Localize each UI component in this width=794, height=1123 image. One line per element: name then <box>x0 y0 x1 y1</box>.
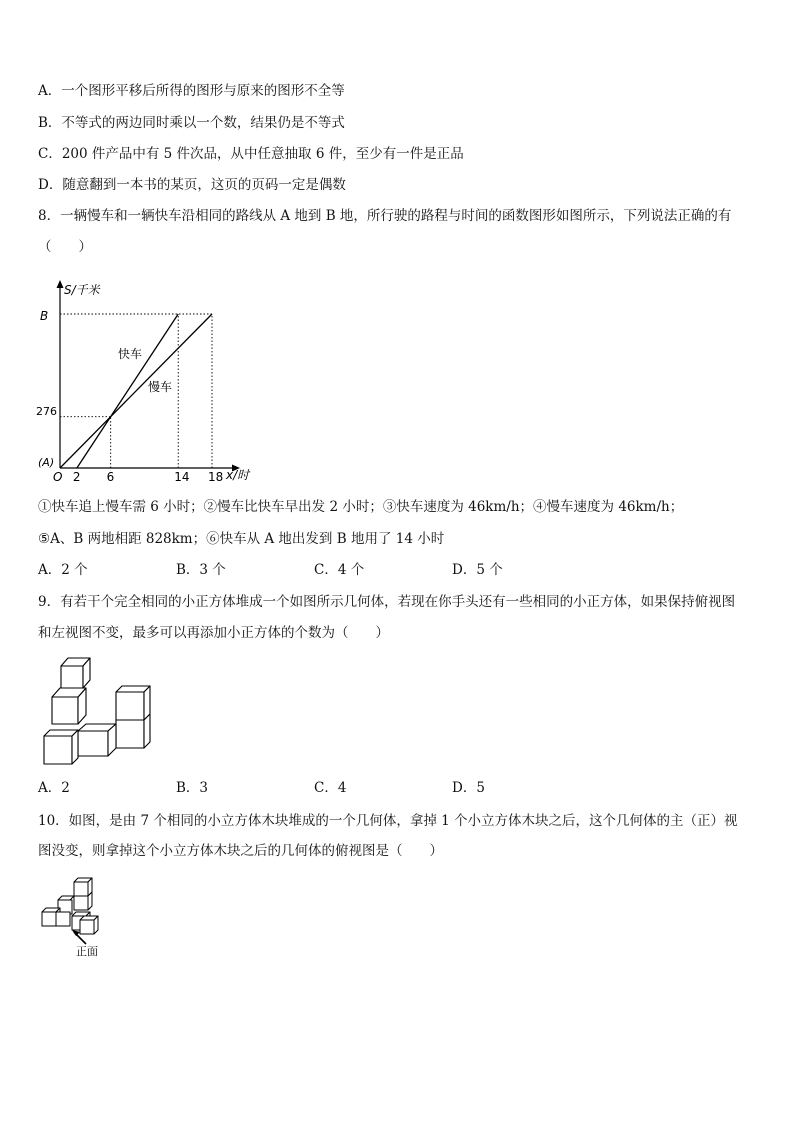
q8-statements-1: ①快车追上慢车需 6 小时；②慢车比快车早出发 2 小时；③快车速度为 46km/h；④慢车速度为 46km/h； <box>38 499 684 515</box>
cube <box>52 688 86 724</box>
q9-option-c: C．4 <box>314 780 347 796</box>
x-tick-6: 6 <box>106 470 115 484</box>
q8-option-a: A．2 个 <box>38 562 88 578</box>
chart-series <box>60 314 212 468</box>
q9-option-b: B．3 <box>176 780 209 796</box>
origin-label: O <box>53 470 63 484</box>
q7-option-c: C．200 件产品中有 5 件次品，从中任意抽取 6 件，至少有一件是正品 <box>38 146 464 162</box>
x-tick-2: 2 <box>72 470 81 484</box>
cube <box>61 658 90 688</box>
q10-stem-2: 图没变，则拿掉这个小立方体木块之后的几何体的俯视图是（ ） <box>38 843 443 859</box>
x-tick-14: 14 <box>174 470 190 484</box>
y-label-276: 276 <box>36 405 57 418</box>
front-arrow-head <box>72 930 80 936</box>
slow-car-label: 慢车 <box>148 380 173 394</box>
x-tick-18: 18 <box>208 470 224 484</box>
cube <box>44 730 78 764</box>
q8-stem-blank: （ ） <box>38 239 92 255</box>
x-tick-labels <box>73 470 223 484</box>
cube <box>56 912 70 926</box>
q10-cube-stack-figure <box>38 874 118 964</box>
q8-stem: 8．一辆慢车和一辆快车沿相同的路线从 A 地到 B 地，所行驶的路程与时间的函数图形如图所示，下列说法正确的有 <box>38 208 732 224</box>
q8-options <box>38 561 590 579</box>
q7-option-a: A．一个图形平移后所得的图形与原来的图形不全等 <box>38 83 345 99</box>
q7-option-b: B．不等式的两边同时乘以一个数，结果仍是不等式 <box>38 115 345 131</box>
cube <box>74 878 92 896</box>
q9-cube-stack-figure <box>38 652 158 768</box>
q7-option-d: D．随意翻到一本书的某页，这页的页码一定是偶数 <box>38 177 346 193</box>
q9-option-d: D．5 <box>452 780 485 796</box>
cube <box>116 686 150 720</box>
y-label-b: B <box>40 309 49 323</box>
front-label: 正面 <box>76 945 98 958</box>
q9-option-a: A．2 <box>38 780 70 796</box>
cube <box>80 916 98 934</box>
q9-options <box>38 779 590 797</box>
q8-option-c: C．4 个 <box>314 562 365 578</box>
y-axis-arrow <box>57 280 64 288</box>
q8-distance-time-graph <box>30 278 260 488</box>
y-axis-label: S/千米 <box>64 283 100 297</box>
q8-statements-2: ⑤A、B 两地相距 828km；⑥快车从 A 地出发到 B 地用了 14 小时 <box>38 531 445 547</box>
cube <box>78 724 116 756</box>
q8-option-d: D．5 个 <box>452 562 503 578</box>
x-axis-label: x/时 <box>226 468 250 482</box>
q10-stem: 10．如图，是由 7 个相同的小立方体木块堆成的一个几何体，拿掉 1 个小立方体木块之后，这个几何体的主（正）视 <box>38 813 738 829</box>
q8-option-b: B．3 个 <box>176 562 226 578</box>
origin-point-label: (A) <box>38 456 55 469</box>
q9-stem: 9．有若干个完全相同的小正方体堆成一个如图所示几何体，若现在你手头还有一些相同的小正方体，如果保持俯视图 <box>38 594 736 610</box>
fast-car-label: 快车 <box>118 347 143 361</box>
series-line-1 <box>60 314 212 468</box>
q9-stem-2: 和左视图不变，最多可以再添加小正方体的个数为（ ） <box>38 625 389 641</box>
